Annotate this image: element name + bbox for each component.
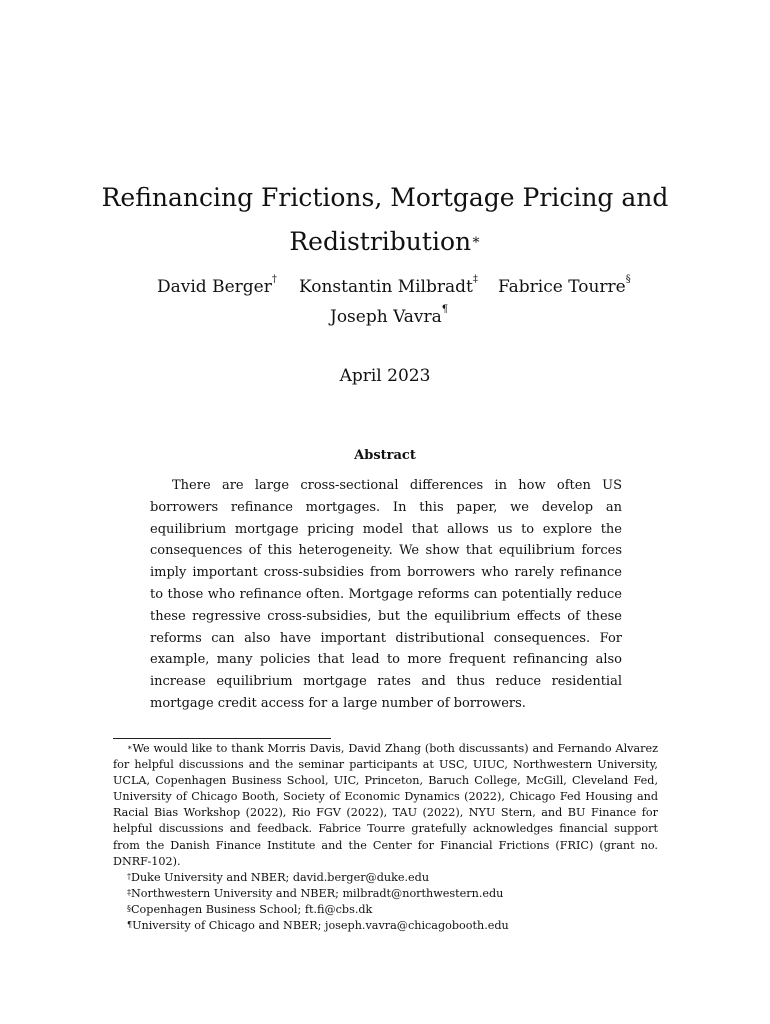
footnote-mark: ‡ <box>127 887 131 897</box>
footnote-mark: ∗ <box>127 743 133 752</box>
abstract-heading: Abstract <box>354 448 416 463</box>
author-mark: ‡ <box>472 274 478 285</box>
footnote-mark: ¶ <box>127 920 133 930</box>
footnote-divider <box>113 738 331 739</box>
footnote-mark: † <box>127 871 131 881</box>
authors-row <box>0 274 770 327</box>
abstract-text: There are large cross-sectional differences in how often US borrowers refinance mortgages. In this paper, we develop an equilibrium mortgage pricing model that allows us to explore the consequences of this heterogeneity. We show that equilibrium forces imply important cross-subsidies from borrowers who rarely refinance to those who refinance often. Mortgage reforms can potentially reduce these regressive cross-subsidies, but the equilibrium effects of these reforms can also have important distributional consequences. For example, many policies that lead to more frequent refinancing also increase equilibrium mortgage rates and thus reduce residential mortgage credit access for a large number of borrowers. <box>150 478 622 711</box>
paper-title <box>100 176 670 264</box>
footnote-acknowledgement: ∗We would like to thank Morris Davis, David Zhang (both discussants) and Fernando Alvarez for helpful discussions and the seminar participants at USC, UIUC, Northwestern University, UCLA, Copenhagen Business School, UIC, Princeton, Baruch College, McGill, Cleveland Fed, University of Chicago Booth, Society of Economic Dynamics (2022), Chicago Fed Housing and Racial Bias Workshop (2022), Rio FGV (2022), TAU (2022), NYU Stern, and BU Finance for helpful discussions and feedback. Fabrice Tourre gratefully acknowledges financial support from the Danish Finance Institute and the Center for Financial Frictions (FRIC) (grant no. DNRF-102). <box>113 742 658 868</box>
author-joseph-vavra: Joseph Vavra¶ <box>330 304 449 327</box>
title-line-1: Refinancing Frictions, Mortgage Pricing and <box>101 183 669 212</box>
author-fabrice-tourre: Fabrice Tourre§ <box>498 274 631 297</box>
footnote-affiliation: ¶University of Chicago and NBER; joseph.vavra@chicagobooth.edu <box>127 919 509 933</box>
title-line-2: Redistribution <box>289 227 472 256</box>
author-david-berger: David Berger† <box>157 274 277 297</box>
footnote-affiliation: †Duke University and NBER; david.berger@duke.edu <box>127 870 430 884</box>
footnote-affiliation: ‡Northwestern University and NBER; milbradt@northwestern.edu <box>127 886 504 900</box>
publication-date: April 2023 <box>339 366 431 386</box>
author-mark: ¶ <box>441 304 449 315</box>
footnotes <box>113 741 658 934</box>
footnote-mark: § <box>127 903 131 913</box>
author-konstantin-milbradt: Konstantin Milbradt‡ <box>299 274 478 297</box>
author-mark: † <box>271 274 277 285</box>
title-footnote-mark: ∗ <box>471 232 481 248</box>
author-mark: § <box>625 274 631 285</box>
footnote-affiliation: §Copenhagen Business School; ft.fi@cbs.dk <box>127 902 373 916</box>
